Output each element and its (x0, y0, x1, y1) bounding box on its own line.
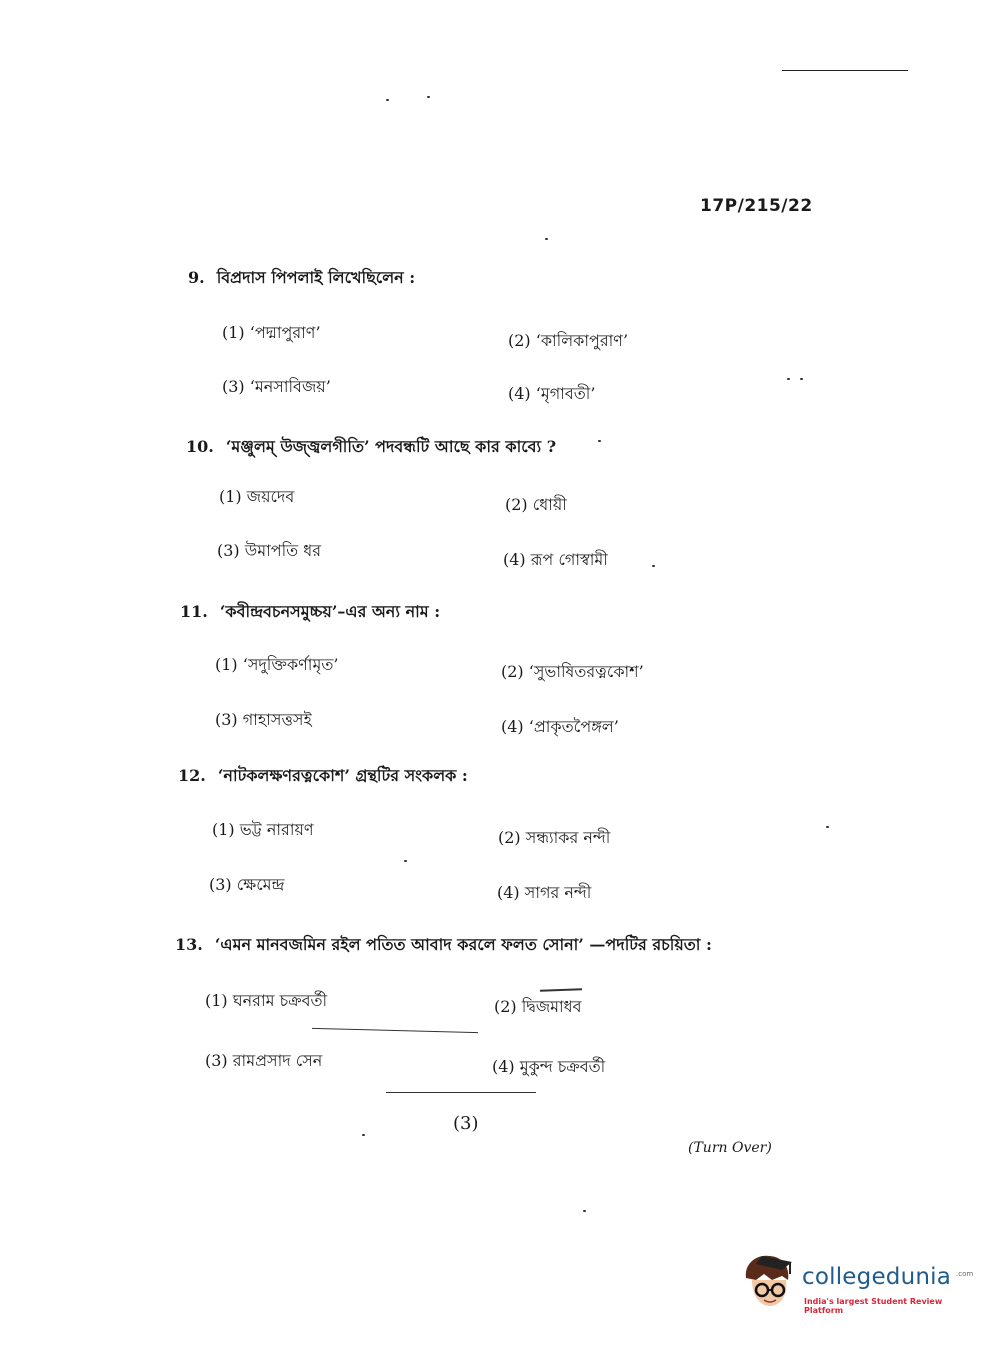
option-2: (2) দ্বিজমাধব (494, 997, 582, 1016)
question-number: 12. (178, 766, 206, 785)
question-10 (186, 434, 556, 461)
question-text: ‘নাটকলক্ষণরত্নকোশ’ গ্রন্থটির সংকলক : (217, 766, 468, 785)
pen-mark (386, 1092, 536, 1093)
scan-speck (545, 238, 548, 240)
scan-speck (583, 1210, 586, 1212)
option-3: (3) ক্ষেমেন্দ্র (209, 875, 285, 894)
option-1: (1) জয়দেব (219, 487, 295, 506)
option-2: (2) সন্ধ্যাকর নন্দী (498, 828, 611, 847)
scan-speck (652, 565, 655, 567)
graduate-cap-mascot-icon (742, 1250, 798, 1312)
collegedunia-watermark (742, 1250, 972, 1316)
pen-mark (540, 988, 582, 991)
option-4: (4) মুকুন্দ চক্রবর্তী (492, 1057, 606, 1076)
pen-mark (312, 1028, 478, 1033)
question-9 (188, 265, 415, 292)
brand-domain: .com (956, 1270, 974, 1278)
option-2: (2) ‘কালিকাপুরাণ’ (508, 331, 629, 350)
question-number: 13. (175, 935, 203, 954)
question-11 (180, 599, 440, 626)
option-4: (4) রূপ গোস্বামী (503, 550, 608, 569)
scan-speck (404, 860, 407, 862)
question-text: ‘মঞ্জুলম্ উজ্জ্বলগীতি’ পদবন্ধটি আছে কার কাব্যে ? (225, 437, 557, 456)
option-1: (1) ঘনরাম চক্রবর্তী (205, 991, 328, 1010)
option-4: (4) ‘প্রাকৃতপৈঙ্গল’ (501, 717, 619, 736)
page-number: (3) (453, 1113, 479, 1134)
turn-over-note: (Turn Over) (688, 1140, 772, 1156)
scan-speck (362, 1134, 365, 1136)
brand-name: collegedunia (802, 1264, 952, 1290)
scan-speck (598, 440, 601, 442)
scan-speck (427, 96, 430, 98)
option-1: (1) ভট্ট নারায়ণ (212, 820, 314, 839)
question-number: 9. (188, 268, 205, 287)
option-3: (3) উমাপতি ধর (217, 541, 322, 560)
option-3: (3) রামপ্রসাদ সেন (205, 1051, 323, 1070)
option-4: (4) ‘মৃগাবতী’ (508, 384, 596, 403)
option-2: (2) ‘সুভাষিতরত্নকোশ’ (501, 662, 644, 681)
question-text: বিপ্রদাস পিপলাই লিখেছিলেন : (216, 268, 416, 287)
option-4: (4) সাগর নন্দী (497, 883, 592, 902)
scan-speck (386, 99, 389, 101)
question-number: 11. (180, 602, 208, 621)
scan-speck (826, 826, 829, 828)
option-2: (2) ধোয়ী (505, 495, 567, 514)
question-13 (175, 932, 712, 959)
question-text: ‘এমন মানবজমিন রইল পতিত আবাদ করলে ফলত সোনা’ —পদটির রচয়িতা : (214, 935, 712, 954)
option-3: (3) ‘মনসাবিজয়’ (222, 377, 331, 396)
option-3: (3) গাহাসত্তসই (215, 710, 312, 729)
question-12 (178, 763, 468, 790)
question-text: ‘কবীন্দ্রবচনসমুচ্চয়’–এর অন্য নাম : (219, 602, 441, 621)
option-1: (1) ‘পদ্মাপুরাণ’ (222, 323, 321, 342)
brand-tagline: India's largest Student Review Platform (804, 1297, 943, 1315)
scan-speck (787, 378, 790, 380)
paper-code: 17P/215/22 (700, 196, 813, 216)
scan-speck (800, 378, 803, 380)
question-number: 10. (186, 437, 214, 456)
top-rule (782, 70, 908, 71)
option-1: (1) ‘সদুক্তিকর্ণামৃত’ (215, 655, 339, 674)
